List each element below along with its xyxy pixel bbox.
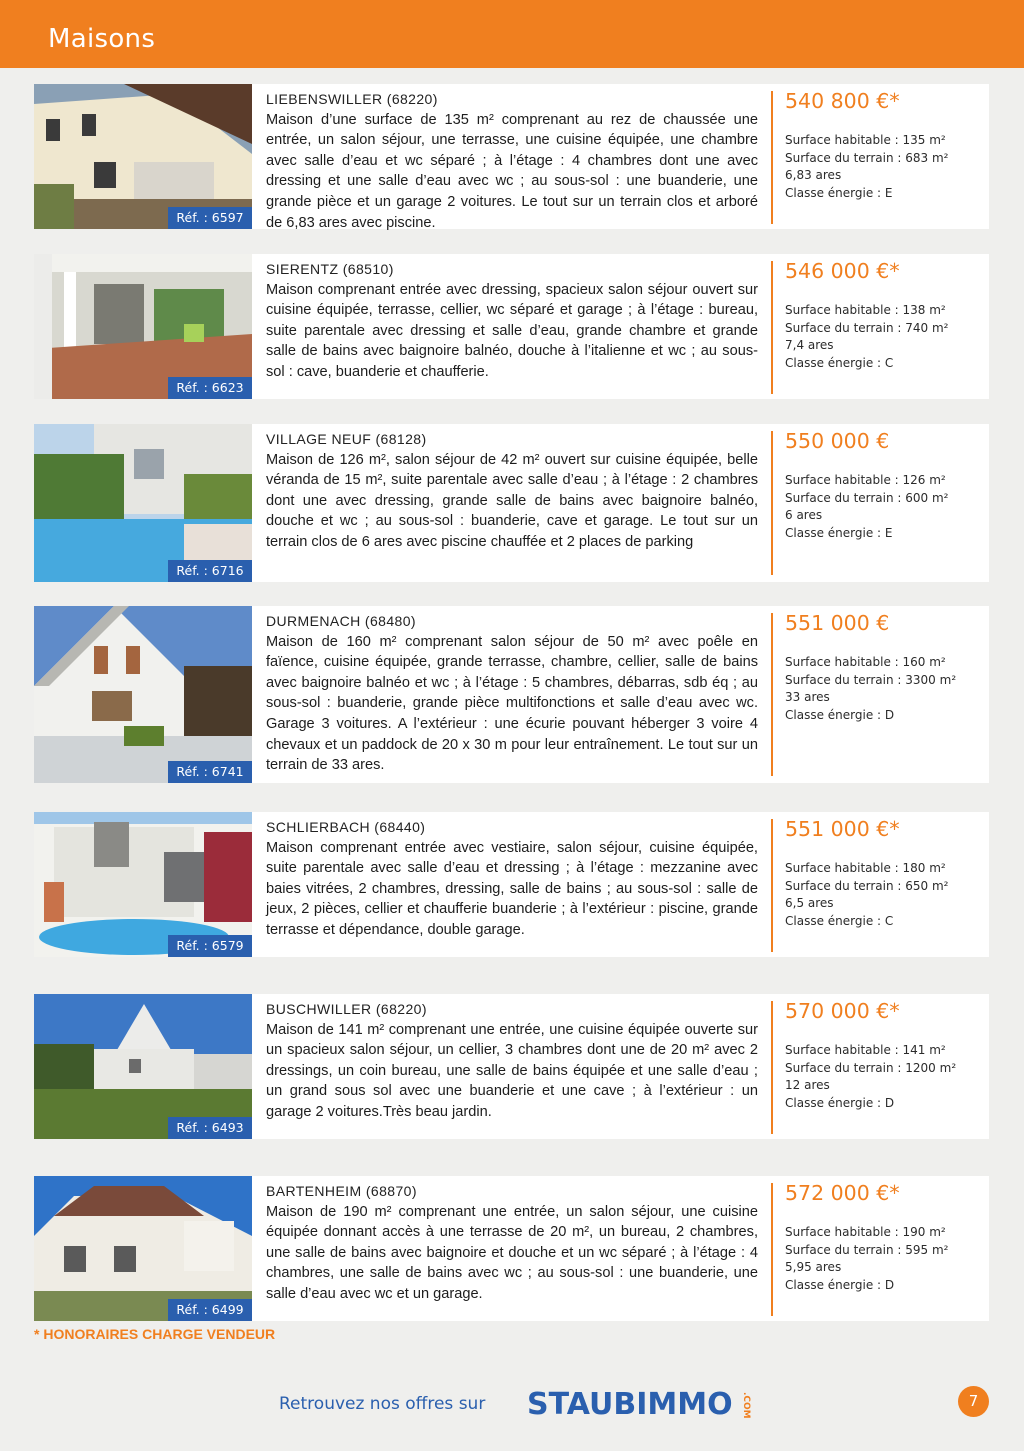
divider	[771, 819, 773, 952]
page-number: 7	[958, 1386, 989, 1417]
staubimmo-logo[interactable]	[527, 1384, 749, 1420]
surface-terrain: Surface du terrain : 3300 m²	[785, 672, 957, 687]
logo-suffix: .COM	[741, 1392, 751, 1419]
listing-card	[34, 254, 989, 399]
divider	[771, 431, 773, 575]
listing-details	[252, 424, 989, 582]
listing-details	[252, 1176, 989, 1321]
listing-specs	[785, 1042, 956, 1112]
reference-badge: Réf. : 6741	[168, 761, 252, 783]
section-title: Maisons	[48, 24, 156, 54]
reference-badge: Réf. : 6716	[168, 560, 252, 582]
listing-town: DURMENACH (68480)	[266, 613, 416, 629]
fees-note: * HONORAIRES CHARGE VENDEUR	[34, 1326, 276, 1342]
listing-details	[252, 812, 989, 957]
listing-specs	[785, 654, 956, 724]
energy-class: Classe énergie : D	[785, 1277, 895, 1292]
listing-description	[266, 259, 758, 383]
listing-town: VILLAGE NEUF (68128)	[266, 431, 427, 447]
listing-details	[252, 606, 989, 783]
divider	[771, 613, 773, 776]
property-photo	[34, 812, 252, 957]
surface-ares: 33 ares	[785, 690, 830, 705]
surface-habitable: Surface habitable : 141 m²	[785, 1043, 946, 1057]
reference-badge: Réf. : 6597	[168, 207, 252, 229]
reference-badge: Réf. : 6623	[168, 377, 252, 399]
listing-town: SIERENTZ (68510)	[266, 261, 394, 277]
listing-price: 551 000 €*	[785, 817, 900, 841]
page-header	[0, 0, 1024, 68]
property-photo	[34, 84, 252, 229]
listing-town: LIEBENSWILLER (68220)	[266, 91, 438, 107]
listing-card	[34, 606, 989, 783]
surface-ares: 7,4 ares	[785, 338, 834, 353]
listing-town: BUSCHWILLER (68220)	[266, 1001, 427, 1017]
listing-card	[34, 1176, 989, 1321]
surface-ares: 6,5 ares	[785, 896, 834, 911]
listing-price: 540 800 €*	[785, 89, 900, 113]
surface-habitable: Surface habitable : 138 m²	[785, 303, 946, 317]
property-photo	[34, 424, 252, 582]
listing-details	[252, 994, 989, 1139]
listing-text: Maison de 160 m² comprenant salon séjour de 50 m² avec poêle en faïence, cuisine équipée, grande terrasse, chambre, cellier, salle de bains avec baignoire balnéo et wc ; à l’étage : 5 chambres, débarras, sdb éq ; au sous-sol : buanderie, grande pièce multifonctions et salle d’eau avec wc. Garage 3 voitures. A l’extérieur : une écurie pouvant héberger 3 voire 4 chevaux et un paddock de 20 x 30 m pour leur entraînement. Le tout sur un terrain de 33 ares.	[266, 633, 758, 774]
divider	[771, 91, 773, 224]
energy-class: Classe énergie : E	[785, 185, 893, 200]
surface-habitable: Surface habitable : 160 m²	[785, 655, 946, 669]
listing-card	[34, 424, 989, 582]
reference-badge: Réf. : 6499	[168, 1299, 252, 1321]
listing-price: 550 000 €	[785, 429, 890, 453]
listing-price: 570 000 €*	[785, 999, 900, 1023]
listing-text: Maison d’une surface de 135 m² comprenant au rez de chaussée une entrée, un salon séjour, une terrasse, une cuisine équipée, une chambre avec salle d’eau et wc séparé ; à l’étage : 4 chambres dont une avec dressing et une salle d’eau avec wc ; au sous-sol : une buanderie, une grande pièce et un garage 2 voitures. Le tout sur un terrain clos et arboré de 6,83 ares avec piscine.	[266, 111, 758, 231]
listing-price: 551 000 €	[785, 611, 890, 635]
listing-text: Maison de 126 m², salon séjour de 42 m² ouvert sur cuisine équipée, belle véranda de 15 m², suite parentale avec salle d’eau ; à l’étage : 2 chambres dont une avec dressing, grande salle de bains avec baignoire balnéo, douche et wc ; au sous-sol : buanderie, cave et garage. Le tout sur un terrain clos de 6 ares avec piscine chauffée et 2 places de parking	[266, 451, 758, 550]
surface-ares: 6 ares	[785, 508, 823, 523]
reference-badge: Réf. : 6579	[168, 935, 252, 957]
divider	[771, 1183, 773, 1316]
offers-text: Retrouvez nos offres sur	[279, 1394, 486, 1414]
listing-details	[252, 254, 989, 399]
listing-description	[266, 611, 758, 776]
surface-terrain: Surface du terrain : 600 m²	[785, 490, 949, 505]
energy-class: Classe énergie : E	[785, 525, 893, 540]
listing-specs	[785, 1224, 949, 1294]
energy-class: Classe énergie : D	[785, 1095, 895, 1110]
listing-text: Maison de 141 m² comprenant une entrée, une cuisine équipée ouverte sur un spacieux salon séjour, un cellier, 3 chambres dont une de 20 m² avec 2 dressings, un coin bureau, une salle de bains équipée et une salle d’eau ; un grand sous sol avec une buanderie et une cave ; à l’extérieur : un garage 2 voitures.Très beau jardin.	[266, 1021, 758, 1120]
divider	[771, 261, 773, 394]
surface-terrain: Surface du terrain : 650 m²	[785, 878, 949, 893]
listing-description	[266, 1181, 758, 1305]
listing-text: Maison comprenant entrée avec dressing, spacieux salon séjour ouvert sur cuisine équipée, terrasse, cellier, wc séparé et garage ; à l’étage : bureau, suite parentale avec dressing et salle d’eau, grande chambre et grande salle de bains avec baignoire balnéo, douche à l’italienne et wc ; au sous-sol : cave, buanderie et chaufferie.	[266, 281, 758, 380]
listing-price: 546 000 €*	[785, 259, 900, 283]
surface-ares: 12 ares	[785, 1078, 830, 1093]
listing-text: Maison de 190 m² comprenant une entrée, un salon séjour, une cuisine équipée donnant accès à une terrasse de 20 m², un bureau, 2 chambres, une salle de bains avec baignoire et douche et un wc séparé ; à l’étage : 4 chambres, une salle de bains avec wc ; au sous-sol : une buanderie, une salle d’eau avec wc et un garage.	[266, 1203, 758, 1302]
energy-class: Classe énergie : C	[785, 355, 894, 370]
surface-ares: 6,83 ares	[785, 168, 842, 183]
listing-specs	[785, 860, 949, 930]
listing-specs	[785, 472, 949, 542]
property-photo	[34, 606, 252, 783]
listing-text: Maison comprenant entrée avec vestiaire, salon séjour, cuisine équipée, suite parentale avec salle d’eau et dressing ; à l’étage : mezzanine avec baies vitrées, 2 chambres, dressing, salle de bains ; au sous-sol : salle de jeux, 2 pièces, cellier et chaufferie buanderie ; à l’extérieur : piscine, grande terrasse et dépendance, double garage.	[266, 839, 758, 938]
surface-habitable: Surface habitable : 135 m²	[785, 133, 946, 147]
listing-card	[34, 84, 989, 229]
listing-description	[266, 89, 758, 233]
surface-habitable: Surface habitable : 126 m²	[785, 473, 946, 487]
listing-description	[266, 999, 758, 1123]
listing-card	[34, 812, 989, 957]
listing-card	[34, 994, 989, 1139]
surface-habitable: Surface habitable : 190 m²	[785, 1225, 946, 1239]
listing-price: 572 000 €*	[785, 1181, 900, 1205]
energy-class: Classe énergie : D	[785, 707, 895, 722]
listing-specs	[785, 132, 949, 202]
surface-habitable: Surface habitable : 180 m²	[785, 861, 946, 875]
surface-terrain: Surface du terrain : 740 m²	[785, 320, 949, 335]
energy-class: Classe énergie : C	[785, 913, 894, 928]
listing-description	[266, 429, 758, 553]
surface-ares: 5,95 ares	[785, 1260, 842, 1275]
listing-town: BARTENHEIM (68870)	[266, 1183, 417, 1199]
property-photo	[34, 1176, 252, 1321]
property-photo	[34, 254, 252, 399]
surface-terrain: Surface du terrain : 595 m²	[785, 1242, 949, 1257]
surface-terrain: Surface du terrain : 683 m²	[785, 150, 949, 165]
listing-specs	[785, 302, 949, 372]
listing-details	[252, 84, 989, 229]
logo-text: STAUBIMMO	[527, 1387, 733, 1422]
divider	[771, 1001, 773, 1134]
surface-terrain: Surface du terrain : 1200 m²	[785, 1060, 957, 1075]
reference-badge: Réf. : 6493	[168, 1117, 252, 1139]
listing-town: SCHLIERBACH (68440)	[266, 819, 426, 835]
property-photo	[34, 994, 252, 1139]
listing-description	[266, 817, 758, 941]
